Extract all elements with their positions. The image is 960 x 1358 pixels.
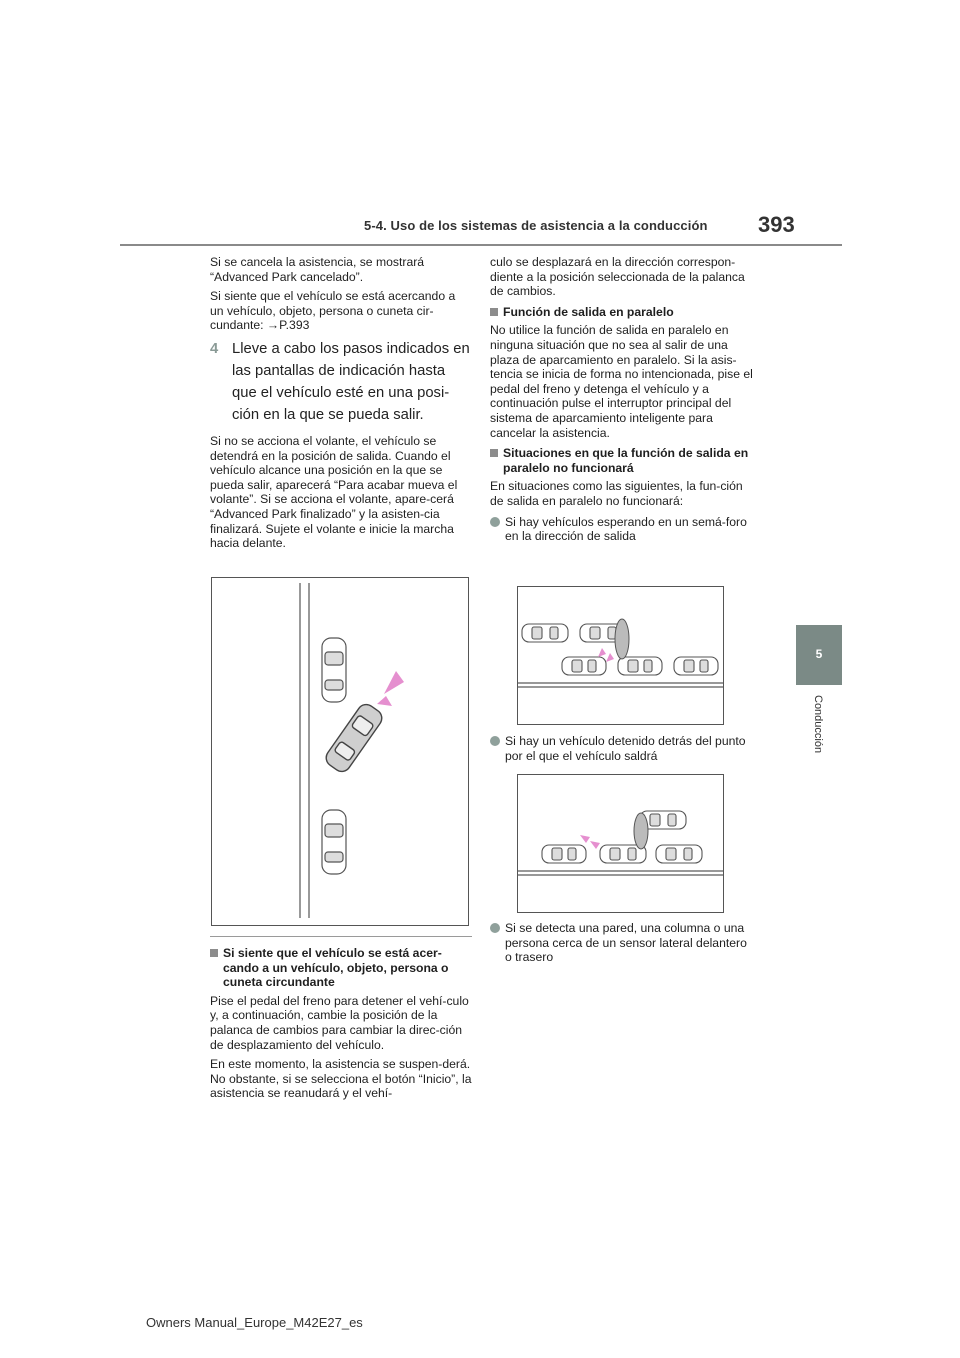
step-text: Lleve a cabo los pasos indicados en las pantallas de indicación hasta que el vehículo esté en una posi-ción en la que se pueda salir. <box>232 340 470 423</box>
page-number: 393 <box>758 212 795 237</box>
heading-text: Situaciones en que la función de salida en paralelo no funcionará <box>503 446 749 475</box>
heading-text: Función de salida en paralelo <box>503 304 674 319</box>
car-icon <box>562 657 606 675</box>
right-column-mid <box>490 728 754 767</box>
paragraph: Si se cancela la asistencia, se mostrará “Advanced Park cancelado”. <box>210 255 425 284</box>
bullet-item <box>490 515 754 544</box>
paragraph: Si siente que el vehículo se está acercando a un vehículo, objeto, persona o cuneta cir-cundante: →P.393 <box>210 289 456 333</box>
square-bullet-icon <box>490 449 498 457</box>
left-column-lower <box>210 940 472 1106</box>
car-icon <box>618 657 662 675</box>
step-number: 4 <box>210 340 219 357</box>
parked-car-rear-icon <box>322 810 346 874</box>
paragraph: Pise el pedal del freno para detener el vehí-culo y, a continuación, cambie la posición de la palanca de cambios para cambiar la direc-ción de desplazamiento del vehículo. <box>210 993 469 1052</box>
bullet-item <box>490 734 754 763</box>
detection-zone-icon <box>634 813 648 849</box>
right-column <box>490 255 754 548</box>
paragraph: En este momento, la asistencia se suspen-derá. No obstante, si se selecciona el botón “Inicio”, la asistencia se reanudará y el vehí- <box>210 1057 472 1101</box>
section-separator <box>210 936 472 937</box>
exiting-car-icon <box>323 701 386 775</box>
chapter-label: Conducción <box>812 695 824 754</box>
detection-zone-icon <box>615 619 629 659</box>
bullet-text: Si se detecta una pared, una columna o una persona cerca de un sensor lateral delantero o trasero <box>505 921 747 965</box>
figure-stopped-vehicle <box>517 774 724 913</box>
car-icon <box>542 845 586 863</box>
square-bullet-icon <box>490 308 498 316</box>
header-rule <box>120 244 842 246</box>
figure-pull-out-diagram <box>211 577 469 926</box>
car-icon <box>656 845 702 863</box>
chapter-tab <box>796 625 842 685</box>
square-bullet-icon <box>210 949 218 957</box>
running-header: 5-4. Uso de los sistemas de asistencia a la conducción <box>364 218 708 233</box>
paragraph: Si no se acciona el volante, el vehículo se detendrá en la posición de salida. Cuando el vehículo alcance una posición en la que se pueda salir, aparecerá “Para acabar mueva el volante”. Si se acciona el volante, apare-cerá “Advanced Park finalizado” y la asisten-cia finalizará. Sujete el volante e inicie la marcha hacia delante. <box>210 433 458 551</box>
section-heading <box>490 305 754 320</box>
section-heading <box>490 446 754 475</box>
car-icon <box>674 657 718 675</box>
paragraph: No utilice la función de salida en paralelo en ninguna situación que no sea al salir de una plaza de aparcamiento en paralelo. Si la asis-tencia se inicia de forma no intencionada, pise el pedal del freno y detenga el vehículo y a continuación pulse el interruptor principal del sistema de aparcamiento inteligente para cancelar la asistencia. <box>490 323 753 440</box>
circle-bullet-icon <box>490 923 500 933</box>
chapter-number: 5 <box>815 647 823 661</box>
heading-text: Si siente que el vehículo se está acer-cando a un vehículo, objeto, persona o cuneta circundante <box>223 946 449 990</box>
car-icon <box>522 624 568 642</box>
circle-bullet-icon <box>490 517 500 527</box>
bullet-item <box>490 921 754 965</box>
direction-arrow-icon <box>377 671 404 706</box>
footer-doc-id: Owners Manual_Europe_M42E27_es <box>146 1315 363 1330</box>
circle-bullet-icon <box>490 736 500 746</box>
paragraph: En situaciones como las siguientes, la fun-ción de salida en paralelo no funcionará: <box>490 479 743 508</box>
step-4 <box>210 338 472 426</box>
parked-car-front-icon <box>322 638 346 702</box>
section-heading <box>210 946 472 990</box>
paragraph: culo se desplazará en la dirección correspon-diente a la posición seleccionada de la palanca de cambios. <box>490 255 745 299</box>
figure-waiting-vehicles <box>517 586 724 725</box>
bullet-text: Si hay vehículos esperando en un semá-foro en la dirección de salida <box>505 514 747 544</box>
right-column-lower <box>490 915 754 969</box>
left-column <box>210 255 472 556</box>
bullet-text: Si hay un vehículo detenido detrás del punto por el que el vehículo saldrá <box>505 734 746 763</box>
